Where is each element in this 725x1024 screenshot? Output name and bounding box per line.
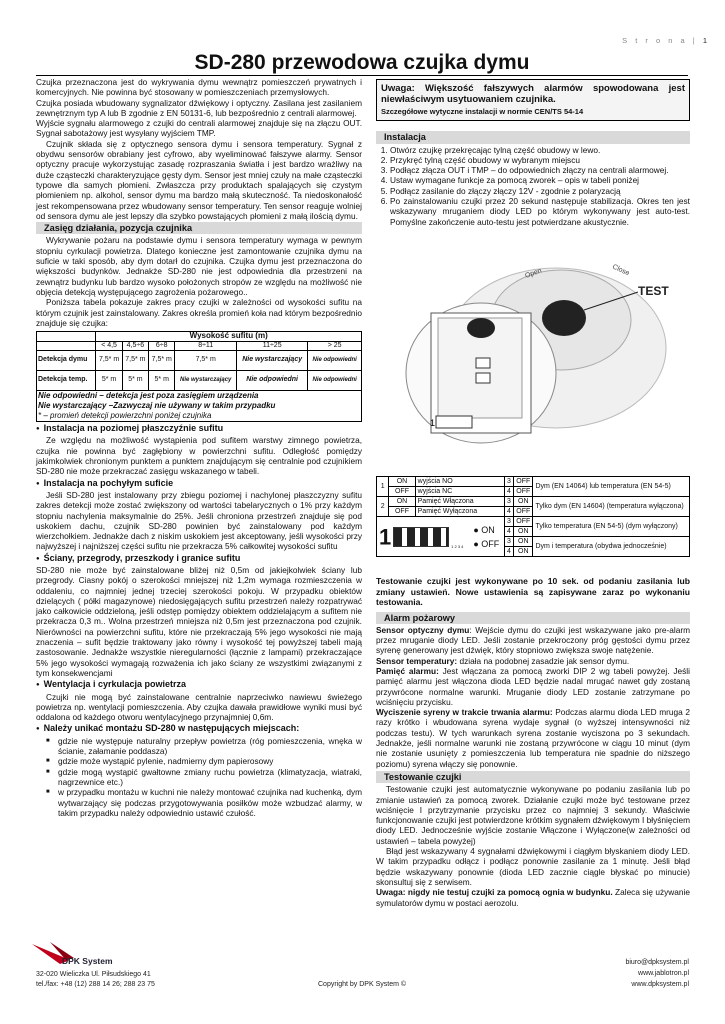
- table-col: < 4,5: [96, 341, 122, 351]
- list-item: ■ w przypadku montażu w kuchni nie należy montować czujnika nad kuchenką, dym wytwarzający się podczas przygotowywania posiłków może wzbudzać alarmy, w takim przypadku należy odpowiednio ustawić czułość.: [58, 787, 362, 818]
- right-column-lower: [376, 576, 690, 908]
- table-cell: OFF: [514, 487, 533, 497]
- table-cell: Tylko temperatura (EN 54-5) (dym wyłączony): [533, 517, 690, 537]
- pochyl-heading: ● Instalacja na pochyłym suficie: [36, 478, 362, 490]
- table-cell: ON: [514, 497, 533, 507]
- table-note: * – promień detekcji powierzchni poniżej czujnika: [38, 411, 212, 421]
- test-label: TEST: [638, 284, 669, 298]
- dip-label: 1: [430, 418, 436, 428]
- list-item: 1. Otwórz czujkę przekręcając tylną część obudowy w lewo.: [390, 145, 690, 155]
- table-cell: 7,5* m: [175, 351, 237, 371]
- install-steps: [376, 145, 690, 227]
- testowanie-heading: Testowanie czujki: [376, 771, 690, 783]
- table-cell: OFF: [389, 487, 415, 497]
- table-cell: OFF: [389, 507, 415, 517]
- table-cell: 3: [504, 477, 513, 487]
- alarm-p4: Wyciszenie syreny w trakcie trwania alarmu: Podczas alarmu dioda LED mruga 2 razy krótko i wbudowana syrena wydaje sygnał (o wyższej intensywności niż podczas testu). W tych warunkach syrena zostanie wyciszona po 3 sekundach. Jednakże, jeśli normalne warunki nie zostaną przywrócone w ciągu 10 minut (dym nie zostanie usunięty z pomieszczenia lub temperatura nie spadnie do niższego poziomu) syrena włączy się ponownie.: [376, 707, 690, 769]
- table-header: Wysokość sufitu (m): [96, 332, 362, 342]
- list-item: ■ gdzie może wystąpić pylenie, nadmierny dym papierosowy: [58, 756, 362, 766]
- warning-text: Uwaga: Większość fałszywych alarmów spowodowana jest niewłaściwym usytuowaniem czujnika.: [381, 83, 685, 105]
- intro-p2: Czujka posiada wbudowany sygnalizator dźwiękowy i optyczny. Zasilana jest zasilaniem zewnętrznym typ A lub B zgodnie z EN 50131-6, lub bezpośrednio z centrali alarmowej.: [36, 97, 362, 118]
- footer-phone: tel./fax: +48 (12) 288 14 26; 288 23 75: [36, 981, 155, 988]
- unikac-heading: ● Należy unikać montażu SD-280 w następujących miejscach:: [36, 723, 362, 735]
- warning-box: [376, 79, 690, 121]
- testowanie-p1: Testowanie czujki jest automatycznie wykonywane po podaniu zasilania lub po zmianie ustawień za pomocą zworek. Działanie czujki może być testowane przez wciśnięcie I przytrzymanie przycisku przez co najmniej 3 sekundy. Właściwie funkcjonowanie czujki jest potwierdzone krótkim sygnałem dźwiękowym I błyśnięciem diody LED. Jednocześnie wyjście zostanie Włączone i Wyłączone(w zależności od ustawień – tabela powyżej): [376, 784, 690, 846]
- intro-p3: Wyjście sygnału alarmowego z czujki do centrali alarmowej znajduje się na złączu OUT. Sygnał sabotażowy jest wysyłany wyjściem TMP.: [36, 118, 362, 139]
- table-row-label: Detekcja dymu: [37, 351, 96, 371]
- table-cell: 4: [504, 487, 513, 497]
- page-title: SD-280 przewodowa czujka dymu: [36, 52, 688, 76]
- table-cell: OFF: [514, 477, 533, 487]
- list-item: 3. Podłącz złącza OUT i TMP – do odpowiednich złączy na centrali alarmowej.: [390, 165, 690, 175]
- poziom-heading: ● Instalacja na poziomej płaszczyźnie sufitu: [36, 423, 362, 435]
- test-button: [542, 300, 586, 336]
- range-table: [36, 331, 362, 422]
- poziom-text: Ze względu na możliwość wystąpienia pod sufitem warstwy zimnego powietrza, czujka nie powinna być zagłębiony w powierzchni sufitu. Odległość pomiędzy jakimkolwiek chronionym punktem a punktem znajdującym się centralnie pod czujnikiem SD-280 nie może przekraczać zasięgu wskazanego w tabeli.: [36, 435, 362, 477]
- dip-on-icon: ●: [473, 524, 479, 535]
- footer-link-dpk[interactable]: www.dpksystem.pl: [631, 981, 689, 988]
- intro-p4: Czujnik składa się z optycznego sensora dymu i sensora temperatury. Sygnał z obydwu sensorów obrabiany jest cyfrowo, aby wyeliminować fałszywe alarmy. Sensor optyczny pracuje wykorzystując zasadę rozpraszania światła i jest bardzo wrażliwy na duże cząsteczki charakteryzujące gęsty dym. Sensor jest mniej czuły na małe cząsteczki typowe dla samych płomieni. Zwłaszcza przy produktach spalających się czystym płomieniem np. alkohol, sensor dymu ma bardzo małą skuteczność. Ta niedoskonałość jest rekompensowana przez wbudowany sensor temperatury. Ten sensor reaguje wolniej od sensora dymu ale jest lepszy dla szybko powstających płomieni z małą ilością dymu.: [36, 138, 362, 221]
- table-cell: 4: [504, 527, 513, 537]
- table-col: > 25: [308, 341, 362, 351]
- right-column: [376, 79, 690, 227]
- table-cell: 5* m: [96, 371, 122, 391]
- table-cell: ON: [514, 527, 533, 537]
- alarm-p1: Sensor optyczny dymu: Wejście dymu do czujki jest wskazywane jako pre-alarm przez mruganie diody LED. Jeśli zostanie przekroczony próg gęstości dymu przez syrenę generowany jest dźwięk, który stopniowo zwiększa swoje natężenie.: [376, 624, 690, 656]
- table-cell: Nie odpowiedni: [308, 351, 362, 371]
- dip-off-label: OFF: [481, 538, 500, 549]
- test-note: Testowanie czujki jest wykonywane po 10 sek. od podaniu zasilania lub zmiany ustawień. Nowe ustawienia są zapisywane zaraz po wykonaniu testowania.: [376, 576, 690, 607]
- table-cell: OFF: [514, 507, 533, 517]
- group-num: 1: [377, 477, 389, 497]
- table-note: Nie odpowiedni – detekcja jest poza zasięgiem urządzenia: [38, 391, 259, 401]
- warning-sub: Szczegółowe wytyczne instalacji w normie CEN/TS 54-14: [381, 107, 584, 116]
- table-cell: 3: [504, 497, 513, 507]
- table-cell: wyjścia NO: [415, 477, 504, 487]
- brand-name: DPK System: [62, 956, 113, 966]
- table-col: 11÷25: [237, 341, 308, 351]
- zasieg-heading: Zasięg działania, pozycja czujnika: [36, 222, 362, 234]
- table-col: 6÷8: [149, 341, 175, 351]
- instalacja-heading: Instalacja: [376, 131, 690, 143]
- list-item: 2. Przykręć tylną część obudowy w wybranym miejscu: [390, 155, 690, 165]
- table-cell: Nie wystarczający: [237, 351, 308, 371]
- table-cell: Nie wystarczający: [175, 371, 237, 391]
- close-label: Close: [611, 263, 631, 278]
- page-header: S t r o n a | 1: [622, 36, 707, 45]
- detector-illustration: [376, 258, 690, 476]
- group-num: 2: [377, 497, 389, 517]
- table-cell: ON: [514, 537, 533, 547]
- table-cell: Tylko dym (EN 14604) (temperatura wyłączona): [533, 497, 690, 517]
- dip-big-label: 1: [379, 524, 392, 549]
- table-cell: Dym (EN 14064) lub temperatura (EN 54-5): [533, 477, 690, 497]
- settings-table: [376, 476, 690, 557]
- table-cell: 5* m: [149, 371, 175, 391]
- unikac-list: [36, 736, 362, 818]
- wentylacja-heading: ● Wentylacja i cyrkulacja powietrza: [36, 679, 362, 691]
- table-note: Nie wystarczający –Zazwyczaj nie używany w takim przypadku: [38, 401, 276, 411]
- left-column: [36, 77, 362, 818]
- list-item: 5. Podłącz zasilanie do złączy złączy 12V - zgodnie z polaryzacją: [390, 186, 690, 196]
- table-cell: ON: [514, 547, 533, 557]
- dip-on-label: ON: [481, 524, 495, 535]
- table-col: 4,5÷6: [122, 341, 148, 351]
- table-cell: 7,5* m: [122, 351, 148, 371]
- table-cell: ON: [389, 477, 415, 487]
- sciany-heading: ● Ściany, przegrody, przeszkody i granice sufitu: [36, 553, 362, 565]
- footer-link-jablotron[interactable]: www.jablotron.pl: [638, 970, 689, 977]
- wentylacja-text: Czujki nie mogą być zainstalowane centralnie naprzeciwko nawiewu świeżego powietrza np. wentylacji pomieszczenia. Aby czujka dawała prawidłowe wyniki musi być oddalona od każdego otworu wentylacyjnego przynajmniej 0,6m.: [36, 691, 362, 723]
- footer-address: 32-020 Wieliczka Ul. Piłsudskiego 41: [36, 971, 151, 978]
- table-cell: Dym i temperatura (obydwa jednocześnie): [533, 537, 690, 557]
- table-cell: Pamięć Wyłączona: [415, 507, 504, 517]
- table-cell: OFF: [514, 517, 533, 527]
- table-cell: ON: [389, 497, 415, 507]
- alarm-p2: Sensor temperatury: działa na podobnej zasadzie jak sensor dymu.: [376, 655, 630, 666]
- list-item: 6. Po zainstalowaniu czujki przez 20 sekund następuje stabilizacja. Okres ten jest wskazywany mruganiem diody LED po którym wykonywany jest auto-test. Pomyślne zakończenie auto-testu jest potwierdzane akustycznie.: [390, 196, 690, 227]
- open-label: Open: [524, 267, 543, 280]
- testowanie-p2: Błąd jest wskazywany 4 sygnałami dźwiękowymi i ciągłym błyskaniem diody LED. W takim przypadku odłącz i podłącz ponownie zasilanie za 1 minutę. Jeśli błąd będzie wskazywany ponownie (dioda LED zacznie ciągle błyskać po minucie) skonsultuj się z serwisem.: [376, 846, 690, 887]
- dip-numbers: 1 2 3 4: [451, 543, 464, 549]
- table-cell: 3: [504, 517, 513, 527]
- table-cell: wyjścia NC: [415, 487, 504, 497]
- alarm-p3: Pamięć alarmu: Jest włączana za pomocą zworki DIP 2 wg tabeli powyżej. Jeśli pamięć alarmu jest włączona dioda LED będzie nadal mrugać nawet gdy zostaną przywrócone normalne warunki. Mruganie diody LED zostanie zatrzymane po wciśnięciu przycisku.: [376, 665, 690, 707]
- table-col: 8÷11: [175, 341, 237, 351]
- table-cell: 4: [504, 507, 513, 517]
- table-cell: 5* m: [122, 371, 148, 391]
- table-cell: 4: [504, 547, 513, 557]
- pochyl-text: Jeśli SD-280 jest instalowany przy zbiegu poziomej i nachylonej płaszczyzny sufitu zakres detekcji może zostać zwiększony od wartości tabelarycznych o 1% przy każdym stopniu nachylenia maksymalnie do 25%. Jeśli chroniona przestrzeń znajduje się pod uskokiem dachu, czujnik SD-280 powinien być zainstalowany pod każdym wierzchołkiem. Jednakże dach z niskim uskokiem jest akceptowany, jeśli wysokości przy najwyższej i najniższej części sufitu nie przekracza 5% całkowitej wysokości sufitu: [36, 489, 362, 552]
- footer-email[interactable]: biuro@dpksystem.pl: [625, 959, 689, 966]
- table-cell: Pamięć Włączona: [415, 497, 504, 507]
- table-cell: Nie odpowiedni: [308, 371, 362, 391]
- sciany-text: SD-280 nie może być zainstalowane bliżej niż 0,5m od jakiejkolwiek ściany lub przegrody. Ciasny pokój o szerokości mniejszej niż 1,2m wymaga rozmieszczenia w oddaleniu, co najmniej jednej trzeciej szerokości pokoju. W przypadku obiektów dzielących ( półki magazynowe) niedosięgających sufitu przestrzeń należy rozpatrywać jako całkowicie oddzieloną, jeśli odstęp pomiędzy obiektem oddzielającym a sufitem nie przekracza 0,3 m.. Wolna przestrzeń mniejsza niż 0,5m jest przeznaczona pod czujnik. Nierówności na powierzchni sufitu, które nie przekraczają 5% jego wysokości nie mają znaczenia – sufit będzie traktowany jako równy i wysokość tej powyższej tabeli mają zastosowanie. Jednakże wszystkie nieregularności (łącznie z lampami) przekraczające 5% jego wysokości wymagają rozważenia ich jako ściany ze wszystkimi związanymi z tym konsekwencjami: [36, 564, 362, 678]
- table-cell: 7,5* m: [96, 351, 122, 371]
- dip-switch-icon: [393, 527, 449, 547]
- intro-p1: Czujka przeznaczona jest do wykrywania dymu wewnątrz pomieszczeń prywatnych i komercyjnych. Nie powinna być stosowany w pomieszczeniach przemysłowych.: [36, 77, 362, 98]
- list-item: ■ gdzie mogą wystąpić gwałtowne zmiany ruchu powietrza (klimatyzacja, wiatraki, nagrzewnice etc.): [58, 767, 362, 788]
- list-item: ■ gdzie nie występuje naturalny przepływ powietrza (róg pomieszczenia, wnęka w ścianie, załamanie poddasza): [58, 736, 362, 757]
- list-item: 4. Ustaw wymagane funkcje za pomocą zworek – opis w tabeli poniżej: [390, 175, 690, 185]
- dip-off-icon: ●: [473, 538, 479, 549]
- alarm-heading: Alarm pożarowy: [376, 612, 690, 624]
- footer-copyright: Copyright by DPK System ©: [318, 981, 407, 988]
- table-cell: 3: [504, 537, 513, 547]
- table-cell: Nie odpowiedni: [237, 371, 308, 391]
- table-cell: 7,5* m: [149, 351, 175, 371]
- testowanie-p3: Uwaga: nigdy nie testuj czujki za pomocą ognia w budynku. Zaleca się używanie symulatorów dymu w postaci aerozolu.: [376, 887, 690, 908]
- zasieg-p2: Poniższa tabela pokazuje zakres pracy czujki w zależności od wysokości sufitu na którym czujnik jest zainstalowany. Zakres określa promień koła nad którym bezpośrednio znajduje się czujka:: [36, 297, 362, 328]
- table-row-label: Detekcja temp.: [37, 371, 96, 391]
- zasieg-p1: Wykrywanie pożaru na podstawie dymu i sensora temperatury wymaga w pewnym stopniu cyrkulacji powietrza. Dlatego konieczne jest zamontowanie czujnika dymu na suficie w taki sposób, aby dym dotarł do czujnika. Czujka dymu jest przeznaczona do większości budynków. Jednakże SD-280 nie jest odpowiednia dla przestrzeni na zewnątrz budynku lub bardzo wysoko położonych stropów ze względu na możliwość nie objęcia detekcją występującego zagrożenia pożarowego..: [36, 235, 362, 297]
